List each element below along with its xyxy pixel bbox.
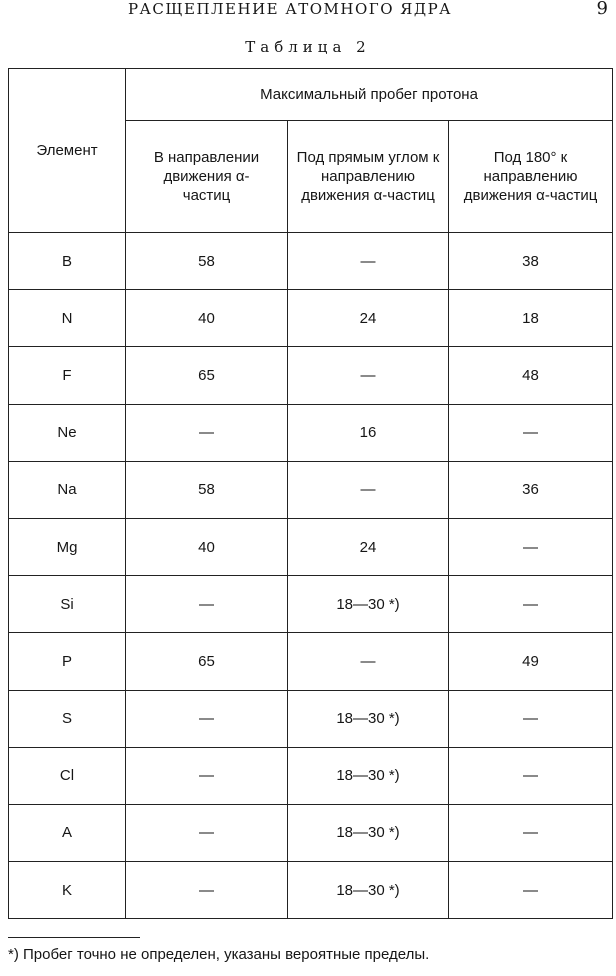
cell-element: Mg — [9, 518, 126, 575]
cell-perpendicular: — — [288, 233, 449, 290]
cell-perpendicular: — — [288, 347, 449, 404]
cell-forward: — — [126, 804, 288, 861]
header-forward-text: В направлении движения α-частиц — [153, 149, 260, 204]
cell-forward: — — [126, 404, 288, 461]
cell-element: Na — [9, 461, 126, 518]
table-row — [9, 862, 613, 919]
cell-perpendicular: — — [288, 461, 449, 518]
cell-backward: — — [449, 862, 613, 919]
header-backward-text: Под 180° к направлению движения α-частиц — [463, 149, 598, 204]
cell-forward: — — [126, 576, 288, 633]
table-row — [9, 633, 613, 690]
table-body — [9, 233, 613, 919]
cell-backward: — — [449, 690, 613, 747]
table-row — [9, 690, 613, 747]
table-row — [9, 747, 613, 804]
cell-perpendicular: 18—30 *) — [288, 804, 449, 861]
page-number: 9 — [596, 0, 608, 19]
cell-forward: — — [126, 690, 288, 747]
header-element: Элемент — [9, 69, 126, 233]
table-row — [9, 404, 613, 461]
cell-perpendicular: 24 — [288, 290, 449, 347]
cell-forward: 40 — [126, 290, 288, 347]
cell-backward: — — [449, 576, 613, 633]
cell-element: N — [9, 290, 126, 347]
cell-backward: 49 — [449, 633, 613, 690]
cell-forward: 65 — [126, 633, 288, 690]
table-row — [9, 518, 613, 575]
cell-perpendicular: 18—30 *) — [288, 747, 449, 804]
header-backward — [449, 121, 613, 233]
cell-element: Ne — [9, 404, 126, 461]
cell-element: K — [9, 862, 126, 919]
cell-backward: — — [449, 404, 613, 461]
header-max-range: Максимальный пробег протона — [126, 69, 613, 121]
cell-element: Cl — [9, 747, 126, 804]
header-perpendicular-text: Под прямым углом к направлению движения α-частиц — [296, 149, 440, 204]
cell-forward: — — [126, 862, 288, 919]
cell-perpendicular: 24 — [288, 518, 449, 575]
cell-backward: — — [449, 747, 613, 804]
cell-element: Si — [9, 576, 126, 633]
cell-element: S — [9, 690, 126, 747]
footnote-rule — [8, 937, 140, 938]
cell-element: P — [9, 633, 126, 690]
cell-perpendicular: 18—30 *) — [288, 862, 449, 919]
table-row — [9, 347, 613, 404]
cell-element: A — [9, 804, 126, 861]
cell-forward: 65 — [126, 347, 288, 404]
cell-backward: 38 — [449, 233, 613, 290]
table-header — [9, 69, 613, 233]
range-table — [8, 68, 613, 919]
footnote: *) Пробег точно не определен, указаны вероятные пределы. — [8, 946, 430, 963]
table-row — [9, 233, 613, 290]
cell-backward: 18 — [449, 290, 613, 347]
cell-forward: — — [126, 747, 288, 804]
cell-backward: 48 — [449, 347, 613, 404]
cell-perpendicular: 16 — [288, 404, 449, 461]
cell-forward: 40 — [126, 518, 288, 575]
table-caption: Таблица 2 — [245, 38, 371, 56]
header-perpendicular — [288, 121, 449, 233]
table-row — [9, 804, 613, 861]
cell-perpendicular: — — [288, 633, 449, 690]
cell-forward: 58 — [126, 233, 288, 290]
running-title: РАСЩЕПЛЕНИЕ АТОМНОГО ЯДРА — [127, 0, 453, 18]
cell-element: B — [9, 233, 126, 290]
cell-perpendicular: 18—30 *) — [288, 576, 449, 633]
table-row — [9, 290, 613, 347]
table-row — [9, 461, 613, 518]
cell-backward: 36 — [449, 461, 613, 518]
cell-element: F — [9, 347, 126, 404]
header-forward — [126, 121, 288, 233]
cell-backward: — — [449, 518, 613, 575]
cell-forward: 58 — [126, 461, 288, 518]
table-row — [9, 576, 613, 633]
cell-perpendicular: 18—30 *) — [288, 690, 449, 747]
cell-backward: — — [449, 804, 613, 861]
